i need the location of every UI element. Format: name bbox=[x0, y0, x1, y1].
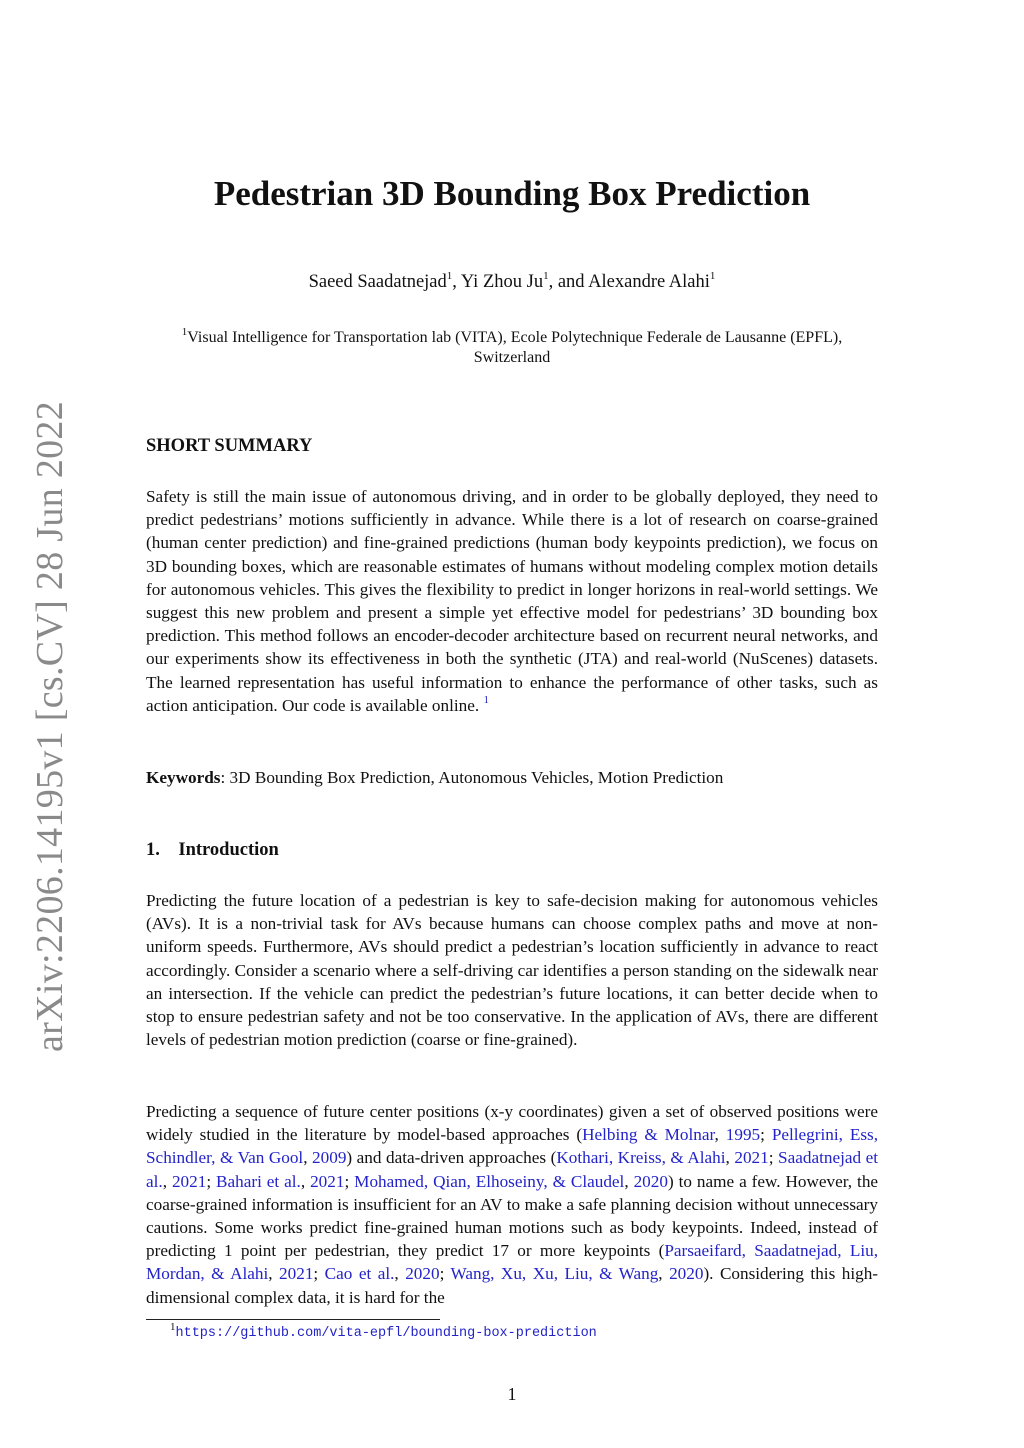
code-repository-link[interactable]: https://github.com/vita-epfl/bounding-box-prediction bbox=[175, 1326, 597, 1341]
summary-text: Safety is still the main issue of autonomous driving, and in order to be globally deployed, they need to predict pedestrians’ motions sufficiently in advance. While there is a lot of research on coarse-grained (human center prediction) and fine-grained predictions (human body keypoints prediction), we focus on 3D bounding boxes, which are reasonable estimates of humans without modeling complex motion details for autonomous vehicles. This gives the flexibility to predict in longer horizons in real-world settings. We suggest this new problem and present a simple yet effective model for pedestrians’ 3D bounding box prediction. This method follows an encoder-decoder architecture based on recurrent neural networks, and our experiments show its effectiveness in both the synthetic (JTA) and real-world (NuScenes) datasets. The learned representation has useful information to enhance the performance of other tasks, such as action anticipation. Our code is available online. bbox=[146, 487, 878, 715]
author-name: Saeed Saadatnejad bbox=[308, 272, 447, 292]
intro-paragraph-1: Predicting the future location of a pedestrian is key to safe-decision making for autonomous vehicles (AVs). It is a non-trivial task for AVs because humans can choose complex paths and move at non-uniform speeds. Furthermore, AVs should predict a pedestrian’s location sufficiently in advance to react accordingly. Consider a scenario where a self-driving car identifies a person standing on the sidewalk near an intersection. If the vehicle can predict the pedestrian’s future locations, it can better decide when to stop to ensure pedestrian safety and not be too conservative. In the application of AVs, there are different levels of pedestrian motion prediction (coarse or fine-grained). bbox=[146, 891, 878, 1050]
author-list: Saeed Saadatnejad$^1$, Yi Zhou Ju$^1$, and Alexandre Alahi$^1$ bbox=[308, 269, 716, 292]
summary-heading: SHORT SUMMARY bbox=[146, 436, 313, 456]
citation-link[interactable]: Bahari et al. bbox=[216, 1171, 301, 1191]
footnote-mark: 1 bbox=[170, 1320, 176, 1333]
citation-link[interactable]: Wang, Xu, Xu, Liu, & Wang bbox=[450, 1264, 659, 1284]
affiliation-mark: 1 bbox=[446, 269, 453, 282]
citation-link[interactable]: 2020 bbox=[405, 1264, 440, 1284]
citation-link[interactable]: Kothari, Kreiss, & Alahi bbox=[556, 1148, 726, 1168]
affiliation-mark: 1 bbox=[709, 269, 716, 282]
paper-title: Pedestrian 3D Bounding Box Prediction bbox=[213, 174, 811, 213]
intro-paragraph-2: Predicting a sequence of future center positions (x-y coordinates) given a set of observed positions were widely studied in the literature by model-based approaches (Helbing & Molnar, 1995; Pellegrini, Ess, Schindler, & Van Gool, 2009) and data-driven approaches (Kothari, Kreiss, & Alahi, 2021; Saadatnejad et al., 2021; Bahari et al., 2021; Mohamed, Qian, Elhoseiny, & Claudel, 2020) to name a few. However, the coarse-grained information is insufficient for an AV to make a safe planning decision without unnecessary cautions. Some works predict fine-grained human motions such as body keypoints. Indeed, instead of predicting 1 point per pedestrian, they predict 17 or more keypoints (Parsaeifard, Saadatnejad, Liu, Mordan, & Alahi, 2021; Cao et al., 2020; Wang, Xu, Xu, Liu, & Wang, 2020). Considering this high-dimensional complex data, it is hard for the bbox=[146, 1102, 879, 1307]
citation-link[interactable]: Cao et al. bbox=[324, 1264, 395, 1284]
citation-link[interactable]: 2021 bbox=[279, 1264, 314, 1284]
citation-link[interactable]: 2020 bbox=[669, 1264, 704, 1284]
affiliation-mark: 1 bbox=[181, 325, 188, 338]
affiliation-line-1: Visual Intelligence for Transportation lab (VITA), Ecole Polytechnique Federale de Lausanne (EPFL), bbox=[187, 329, 843, 346]
keywords-text: : 3D Bounding Box Prediction, Autonomous Vehicles, Motion Prediction bbox=[220, 768, 724, 787]
affiliation bbox=[150, 325, 874, 368]
page-number: 1 bbox=[507, 1384, 517, 1404]
citation-link[interactable]: 2021 bbox=[171, 1171, 207, 1191]
author-name: Yi Zhou Ju bbox=[460, 272, 544, 292]
citation-link[interactable]: 1995 bbox=[725, 1125, 761, 1145]
affiliation-line-2: Switzerland bbox=[473, 349, 551, 366]
keywords-label: Keywords bbox=[146, 768, 221, 787]
citation-link[interactable]: 2009 bbox=[312, 1148, 347, 1168]
citation-link[interactable]: 2020 bbox=[633, 1171, 668, 1191]
arxiv-side-stamp: arXiv:2206.14195v1 [cs.CV] 28 Jun 2022 bbox=[29, 400, 71, 1052]
citation-link[interactable]: 2021 bbox=[734, 1148, 769, 1168]
keywords-line bbox=[146, 766, 878, 789]
footnote-divider bbox=[146, 1319, 440, 1320]
citation-link[interactable]: Parsaeifard, Saadatnejad, Liu, Mordan, & Alahi bbox=[146, 1241, 878, 1284]
citation-link[interactable]: 2021 bbox=[310, 1171, 345, 1191]
footnote-ref-link[interactable]: 1 bbox=[483, 694, 489, 707]
author-name: Alexandre Alahi bbox=[588, 272, 710, 292]
affiliation-mark: 1 bbox=[543, 269, 549, 282]
summary-paragraph bbox=[146, 485, 878, 717]
footnote bbox=[170, 1320, 597, 1341]
citation-link[interactable]: Saadatnejad et al. bbox=[146, 1148, 879, 1191]
citation-link[interactable]: Helbing & Molnar bbox=[582, 1125, 715, 1145]
citation-link[interactable]: Pellegrini, Ess, Schindler, & Van Gool bbox=[146, 1125, 879, 1168]
citation-link[interactable]: Mohamed, Qian, Elhoseiny, & Claudel bbox=[354, 1171, 625, 1191]
introduction-heading: 1. Introduction bbox=[146, 840, 279, 860]
